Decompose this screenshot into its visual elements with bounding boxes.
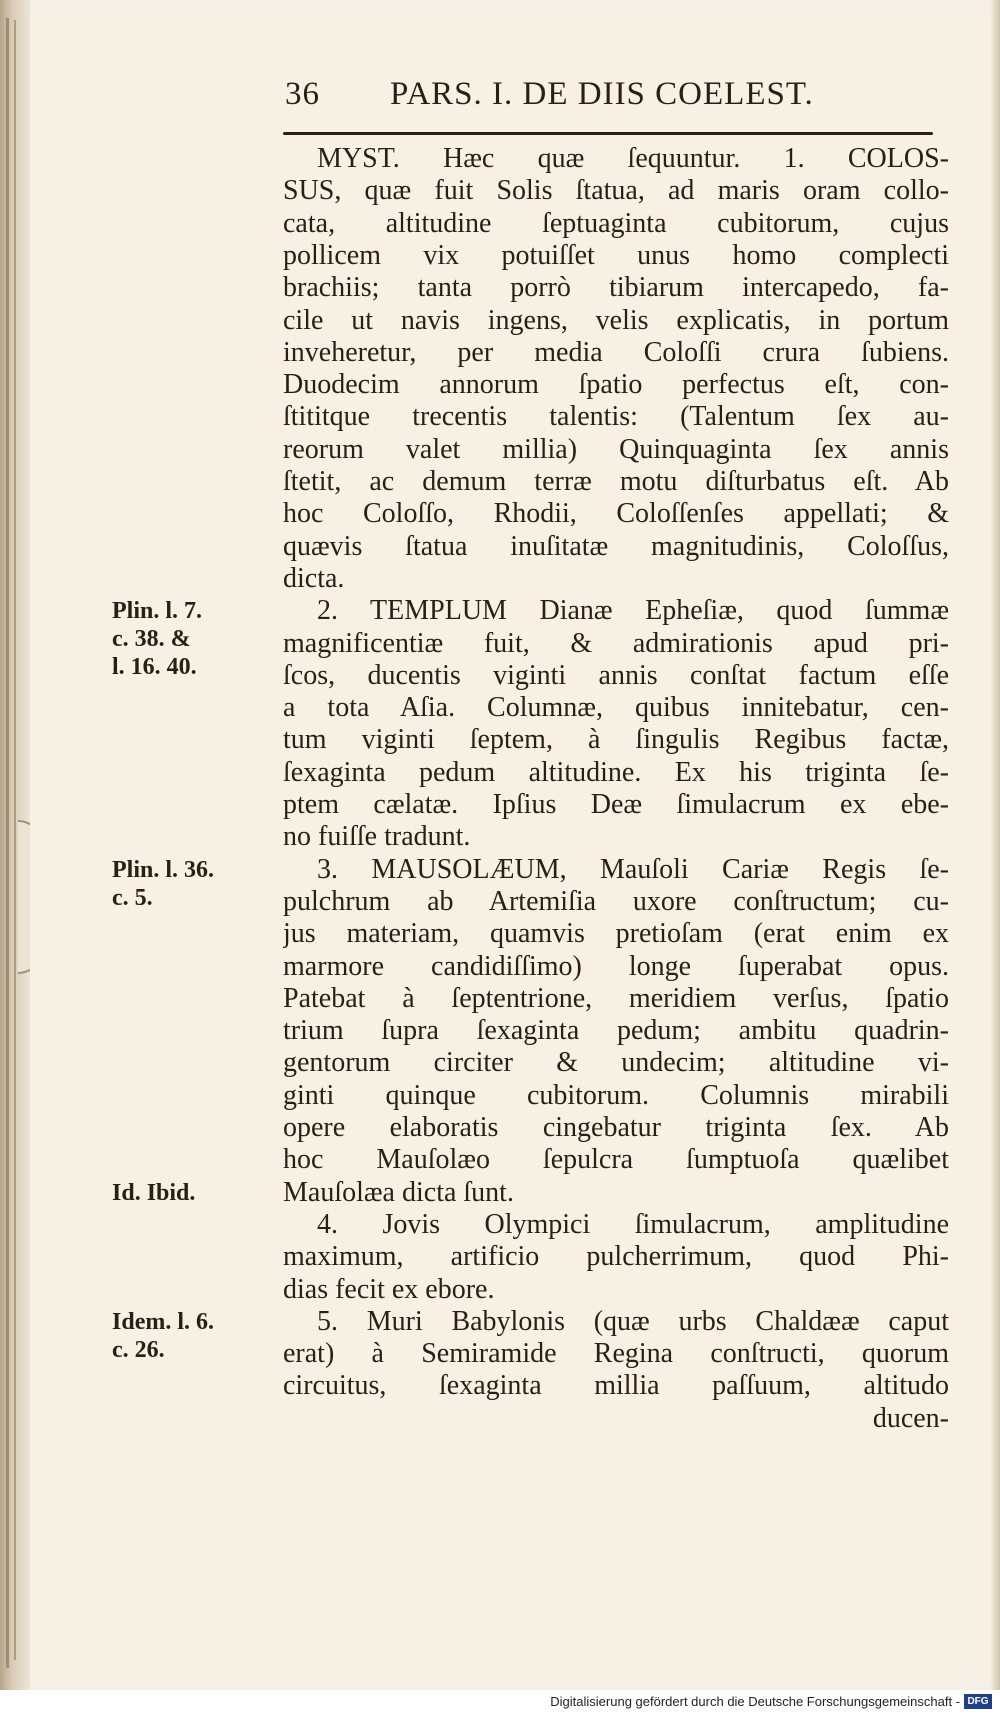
text-line: ſexaginta pedum altitudine. Ex his triginta ſe- <box>283 756 949 788</box>
page-right-edge <box>990 0 1000 1690</box>
text-line: maximum, artificio pulcherrimum, quod Phi- <box>283 1241 949 1273</box>
running-title: PARS. I. DE DIIS COELEST. <box>390 76 814 112</box>
text-line: Duodecim annorum ſpatio perfectus eſt, con- <box>283 369 949 401</box>
text-line: ſcos, ducentis viginti annis conſtat factum eſſe <box>283 659 949 691</box>
margin-note-line: Idem. l. 6. <box>112 1308 214 1335</box>
digitization-credit: Digitalisierung gefördert durch die Deutsche Forschungsgemeinschaft - <box>550 1694 960 1709</box>
text-line: brachiis; tanta porrò tibiarum intercapedo, fa- <box>283 272 949 304</box>
margin-note-line: l. 16. 40. <box>112 654 197 681</box>
text-line: MYST. Hæc quæ ſequuntur. 1. COLOS- <box>317 143 949 174</box>
text-line: magnificentiæ fuit, & admirationis apud pri- <box>283 627 949 659</box>
text-line: ſtititque trecentis talentis: (Talentum ſex au- <box>283 401 949 433</box>
text-line: Patebat à ſeptentrione, meridiem verſus, ſpatio <box>283 982 949 1014</box>
text-line: tum viginti ſeptem, à ſingulis Regibus factæ, <box>283 724 949 756</box>
footer-bar <box>0 1690 1000 1715</box>
margin-note-line: Plin. l. 7. <box>112 598 203 625</box>
text-line: SUS, quæ fuit Solis ſtatua, ad maris oram collo- <box>283 175 949 207</box>
text-line: marmore candidiſſimo) longe ſuperabat opus. <box>283 950 949 982</box>
text-line: opere elaboratis cingebatur triginta ſex. Ab <box>283 1112 949 1143</box>
text-line: hoc Mauſolæo ſepulcra ſumptuoſa quælibet <box>283 1144 949 1176</box>
margin-note-line: Id. Ibid. <box>112 1179 196 1206</box>
text-line: Mauſolæa dicta ſunt. <box>283 1176 514 1208</box>
text-line: 3. MAUSOLÆUM, Mauſoli Cariæ Regis ſe- <box>317 853 949 885</box>
text-line: quævis ſtatua inuſitatæ magnitudinis, Coloſſus, <box>283 530 949 562</box>
text-line: inveheretur, per media Coloſſi crura ſubiens. <box>283 336 949 368</box>
text-line: ginti quinque cubitorum. Columnis mirabili <box>283 1079 949 1111</box>
page-number: 36 <box>285 76 320 112</box>
margin-note-line: Plin. l. 36. <box>112 856 215 883</box>
text-line: no fuiſſe tradunt. <box>283 821 471 853</box>
margin-note-line: c. 38. & <box>112 626 191 653</box>
text-line: 5. Muri Babylonis (quæ urbs Chaldææ caput <box>317 1305 949 1337</box>
text-line: cile ut navis ingens, velis explicatis, in portum <box>283 304 949 336</box>
margin-note-line: c. 26. <box>112 1336 165 1363</box>
text-line: erat) à Semiramide Regina conſtructi, quorum <box>283 1338 949 1370</box>
text-line: 4. Jovis Olympici ſimulacrum, amplitudine <box>317 1208 949 1240</box>
dfg-logo-icon: DFG <box>964 1694 992 1709</box>
text-line: jus materiam, quamvis pretioſam (erat enim ex <box>283 918 949 950</box>
text-line: hoc Coloſſo, Rhodii, Coloſſenſes appellati; & <box>283 498 949 530</box>
text-line: 2. TEMPLUM Dianæ Epheſiæ, quod ſummæ <box>317 595 949 627</box>
text-line: trium ſupra ſexaginta pedum; ambitu quadrin- <box>283 1015 949 1047</box>
text-line: reorum valet millia) Quinquaginta ſex annis <box>283 433 949 465</box>
text-line: dicta. <box>283 562 345 594</box>
text-line: gentorum circiter & undecim; altitudine vi- <box>283 1047 949 1079</box>
text-line: pulchrum ab Artemiſia uxore conſtructum; cu- <box>283 885 949 917</box>
text-line: cata, altitudine ſeptuaginta cubitorum, cujus <box>283 207 949 239</box>
text-line: dias fecit ex ebore. <box>283 1273 495 1305</box>
text-line: a tota Aſia. Columnæ, quibus innitebatur, cen- <box>283 692 949 724</box>
margin-note-line: c. 5. <box>112 884 153 911</box>
header-rule <box>283 132 933 135</box>
text-line: pollicem vix potuiſſet unus homo complecti <box>283 239 949 271</box>
text-line: ſtetit, ac demum terræ motu diſturbatus eſt. Ab <box>283 466 949 497</box>
text-line: circuitus, ſexaginta millia paſſuum, altitudo <box>283 1370 949 1402</box>
running-header <box>285 76 885 126</box>
text-line: ptem cælatæ. Ipſius Deæ ſimulacrum ex ebe- <box>283 789 949 820</box>
text-line: ducen- <box>872 1402 949 1434</box>
